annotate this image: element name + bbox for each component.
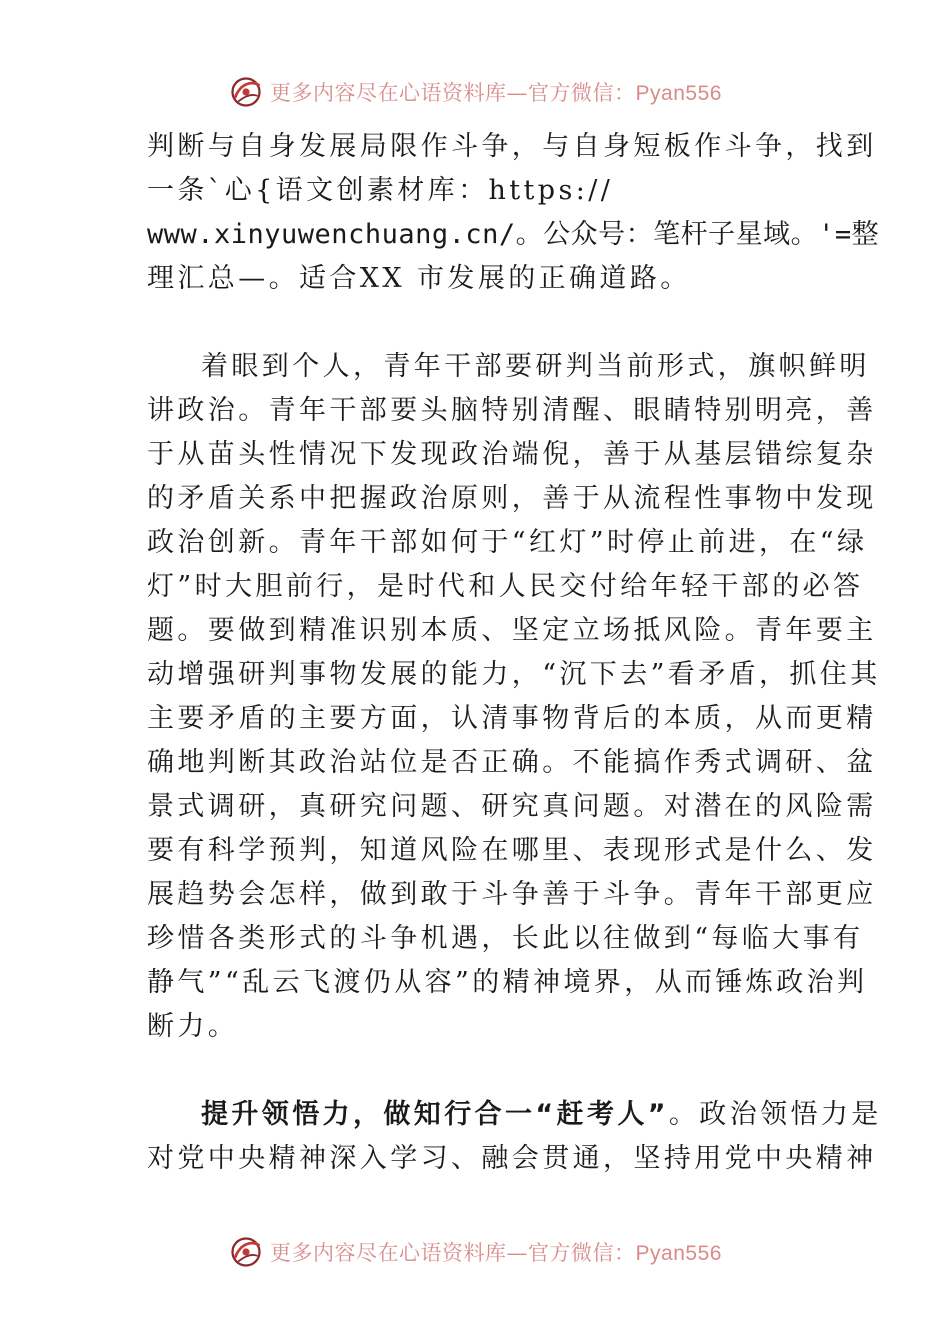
p3-line-1-rest: 。政治领悟力是 [668, 1099, 882, 1130]
brand-logo-icon [228, 1234, 264, 1270]
p2-line-4: 的矛盾关系中把握政治原则，善于从流程性事物中发现 [147, 483, 877, 514]
p2-line-12: 要有科学预判，知道风险在哪里、表现形式是什么、发 [147, 835, 877, 866]
p3-line-2: 对党中央精神深入学习、融会贯通，坚持用党中央精神 [147, 1143, 877, 1174]
footer-watermark-cn: 更多内容尽在心语资料库—官方微信： [270, 1241, 636, 1265]
p2-line-5: 政治创新。青年干部如何于“红灯”时停止前进，在“绿 [147, 527, 868, 558]
paragraph-gap [147, 301, 807, 345]
footer-watermark-banner [0, 1230, 950, 1274]
footer-wechat-id: Pyan556 [635, 1242, 722, 1265]
p2-line-2: 讲政治。青年干部要头脑特别清醒、眼睛特别明亮，善 [147, 395, 877, 426]
p2-line-16: 断力。 [147, 1011, 239, 1042]
p2-line-1: 着眼到个人，青年干部要研判当前形式，旗帜鲜明 [201, 351, 870, 382]
p2-line-7: 题。要做到精准识别本质、坚定立场抵风险。青年要主 [147, 615, 877, 646]
section-heading: 提升领悟力，做知行合一“赶考人” [201, 1099, 669, 1130]
p2-line-15: 静气”“乱云飞渡仍从容”的精神境界，从而锤炼政治判 [147, 967, 868, 998]
brand-logo-icon [228, 74, 264, 110]
p1-line-1: 判断与自身发展局限作斗争，与自身短板作斗争，找到 [147, 131, 877, 162]
p2-line-14: 珍惜各类形式的斗争机遇，长此以往做到“每临大事有 [147, 923, 864, 954]
paragraph-gap [147, 1049, 807, 1093]
p2-line-8: 动增强研判事物发展的能力，“沉下去”看矛盾，抓住其 [147, 659, 881, 690]
p1-line-4: 理汇总—。适合XX 市发展的正确道路。 [147, 263, 691, 294]
p2-line-13: 展趋势会怎样，做到敢于斗争善于斗争。青年干部更应 [147, 879, 877, 910]
p2-line-9: 主要矛盾的主要方面，认清事物背后的本质，从而更精 [147, 703, 877, 734]
header-watermark-cn: 更多内容尽在心语资料库—官方微信： [270, 81, 636, 105]
p2-line-10: 确地判断其政治站位是否正确。不能搞作秀式调研、盆 [147, 747, 877, 778]
header-watermark-text [270, 77, 722, 107]
p1-line-3: www.xinyuwenchuang.cn/。公众号：笔杆子星域。'=整 [147, 219, 880, 250]
p1-line-2: 一条`心{语文创素材库：https:// [147, 175, 614, 206]
footer-watermark-text [270, 1237, 722, 1267]
p2-line-3: 于从苗头性情况下发现政治端倪，善于从基层错综复杂 [147, 439, 877, 470]
header-watermark-banner [0, 70, 950, 114]
document-body [147, 125, 882, 1181]
p2-line-11: 景式调研，真研究问题、研究真问题。对潜在的风险需 [147, 791, 877, 822]
p2-line-6: 灯”时大胆前行，是时代和人民交付给年轻干部的必答 [147, 571, 864, 602]
p3-line-1 [147, 1093, 882, 1137]
header-wechat-id: Pyan556 [635, 82, 722, 105]
